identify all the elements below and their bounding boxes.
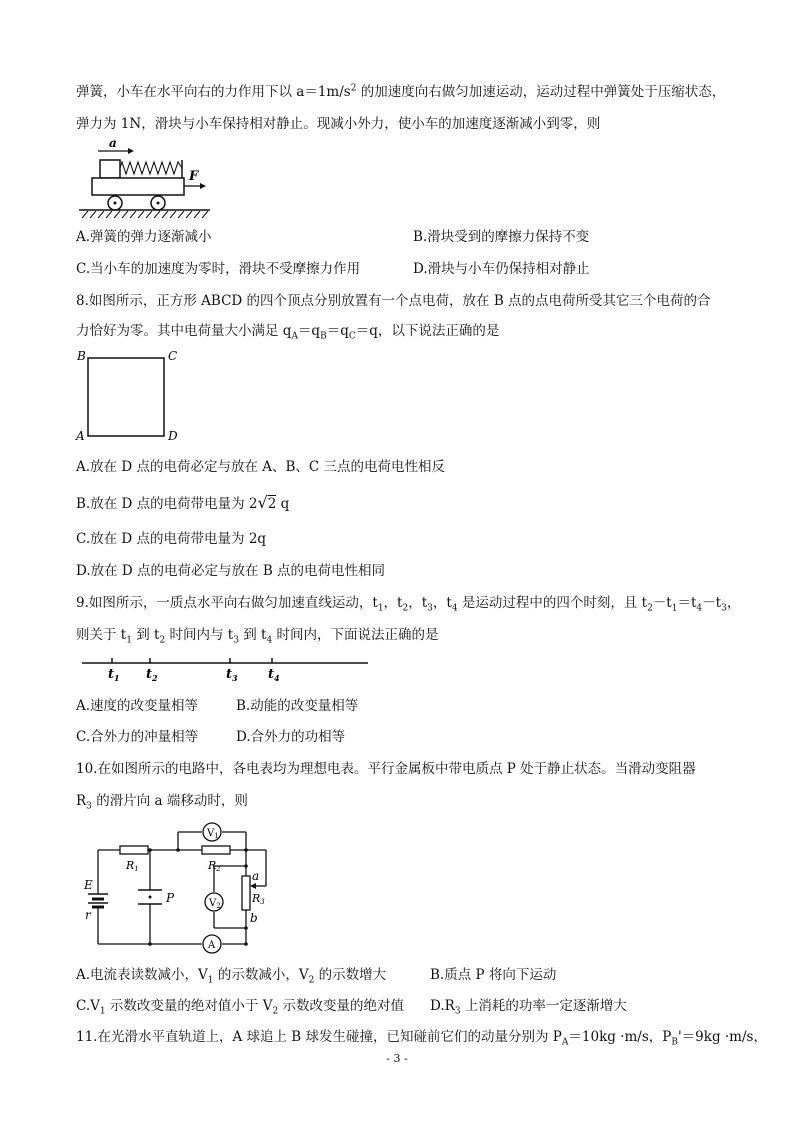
- q9-option-d[interactable]: D.合外力的功相等: [236, 729, 346, 745]
- q9-option-a[interactable]: A.速度的改变量相等: [76, 698, 199, 714]
- q8-vertex-c: C: [168, 349, 178, 363]
- q7-text-line1: 弹簧，小车在水平向右的力作用下以 $a=1m/s^2$ 的加速度向右做匀加速运动，运动过程中弹簧处于压缩状态，: [76, 83, 726, 100]
- q10-label-r2: R2: [208, 859, 221, 873]
- q9-tick-t3: $t_3$: [226, 667, 238, 683]
- q10-meter-a: A: [208, 940, 216, 951]
- q7-accel-label: a: [109, 136, 117, 150]
- q7-option-c[interactable]: C.当小车的加速度为零时，滑块不受摩擦力作用: [76, 261, 361, 277]
- q10-label-r3: R3: [252, 892, 265, 906]
- q11-text-line1: 11.在光滑水平直轨道上，A 球追上 B 球发生碰撞，已知碰前它们的动量分别为 $P_A=10kg \cdot m/s$，$P_B'=9kg \cdot m/s$，: [76, 1029, 767, 1048]
- q10-text-line1: 10.在如图所示的电路中，各电表均为理想电表。平行金属板中带电质点 P 处于静止状态。当滑动变阻器: [76, 761, 696, 777]
- q7-option-a[interactable]: A.弹簧的弹力逐渐减小: [76, 229, 212, 245]
- q8-vertex-d: D: [168, 429, 178, 443]
- q9-tick-t1: $t_1$: [108, 667, 120, 683]
- q8-square-figure: [76, 348, 186, 448]
- q9-tick-t4: $t_4$: [268, 667, 280, 683]
- q8-vertex-b: B: [77, 349, 86, 363]
- q10-option-d[interactable]: $D.R_3$ 上消耗的功率一定逐渐增大: [430, 998, 627, 1017]
- q10-label-r1: R1: [126, 859, 139, 873]
- q10-label-p: P: [166, 891, 175, 905]
- q8-option-a[interactable]: A.放在 D 点的电荷必定与放在 A、B、C 三点的电荷电性相反: [76, 459, 446, 475]
- q10-meter-v1: $V_1$: [207, 828, 219, 840]
- q8-text-line1: 8.如图所示，正方形 ABCD 的四个顶点分别放置有一个点电荷，放在 B 点的点电荷所受其它三个电荷的合: [76, 293, 711, 309]
- q8-text-line2: 力恰好为零。其中电荷量大小满足 $q_A=q_B=q_C=q$，以下说法正确的是: [76, 323, 500, 342]
- q8-option-b[interactable]: B.放在 D 点的电荷带电量为 2√2 q: [76, 493, 290, 512]
- q8-option-c[interactable]: C.放在 D 点的电荷带电量为 2q: [76, 531, 267, 547]
- q10-label-r: r: [85, 908, 91, 922]
- q7-cart-figure: [76, 138, 216, 223]
- q10-label-a: a: [252, 869, 260, 883]
- q8-option-d[interactable]: D.放在 D 点的电荷必定与放在 B 点的电荷电性相同: [76, 563, 386, 579]
- q7-option-d[interactable]: D.滑块与小车仍保持相对静止: [413, 261, 590, 277]
- q9-tick-t2: $t_2$: [146, 667, 158, 683]
- q10-option-b[interactable]: B.质点 P 将向下运动: [430, 967, 557, 983]
- q9-timeline-figure: [76, 650, 376, 686]
- q10-meter-v2: $V_2$: [209, 898, 221, 910]
- q9-option-b[interactable]: B.动能的改变量相等: [236, 698, 359, 714]
- q10-circuit-figure: [80, 818, 310, 953]
- q7-force-label: F: [189, 169, 199, 184]
- q8-vertex-a: A: [76, 429, 85, 443]
- q10-label-e: E: [84, 878, 93, 892]
- q9-text-line2: 则关于 $t_1$ 到 $t_2$ 时间内与 $t_3$ 到 $t_4$ 时间内，下面说法正确的是: [76, 627, 439, 646]
- q7-option-b[interactable]: B.滑块受到的摩擦力保持不变: [413, 229, 590, 245]
- q7-text-line2: 弹力为 1N，滑块与小车保持相对静止。现减小外力，使小车的加速度逐渐减小到零，则: [76, 116, 601, 132]
- q9-text-line1: 9.如图所示，一质点水平向右做匀加速直线运动，$t_1$，$t_2$，$t_3$，$t_4$ 是运动过程中的四个时刻，且 $t_2-t_1=t_4-t_3$，: [76, 595, 741, 614]
- q9-option-c[interactable]: C.合外力的冲量相等: [76, 729, 199, 745]
- page-number: - 3 -: [386, 1052, 408, 1065]
- q10-label-b: b: [250, 911, 258, 925]
- q10-option-a[interactable]: A.电流表读数减小，$V_1$ 的示数减小，$V_2$ 的示数增大: [76, 967, 387, 986]
- q10-text-line2: $R_3$ 的滑片向 a 端移动时，则: [76, 793, 248, 812]
- q10-option-c[interactable]: $C.V_1$ 示数改变量的绝对值小于 $V_2$ 示数改变量的绝对值: [76, 998, 404, 1017]
